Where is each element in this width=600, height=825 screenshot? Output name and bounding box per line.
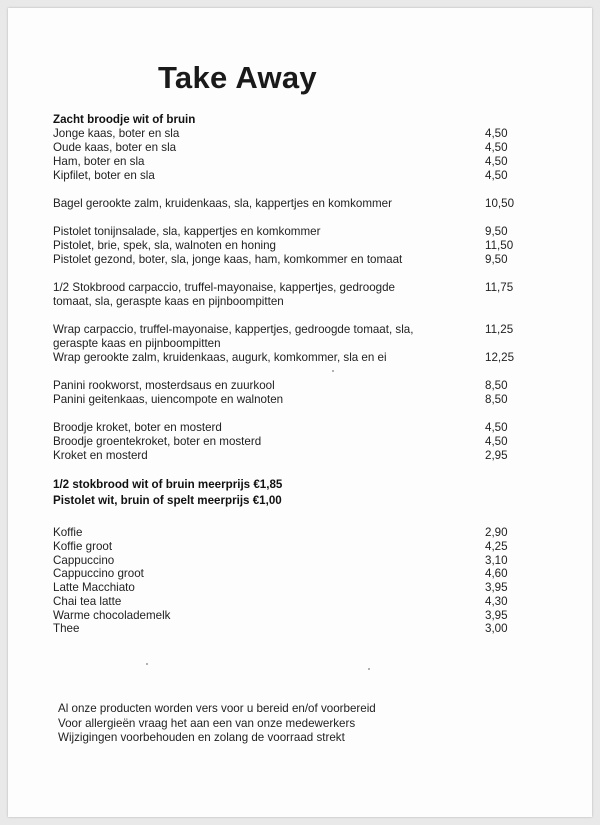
item-name: Koffie <box>53 526 83 539</box>
menu-item <box>53 127 573 141</box>
item-name: 1/2 Stokbrood carpaccio, truffel-mayonaise, kappertjes, gedroogde tomaat, sla, geraspte kaas en pijnboompitten <box>53 281 396 308</box>
item-price: 4,50 <box>485 421 508 434</box>
item-price: 9,50 <box>485 253 508 266</box>
item-name: Ham, boter en sla <box>53 155 145 168</box>
menu-section <box>53 197 573 211</box>
item-price: 8,50 <box>485 379 508 392</box>
supplement-notes <box>53 477 573 508</box>
item-price: 4,50 <box>485 127 508 140</box>
menu-section <box>53 225 573 267</box>
item-price: 4,50 <box>485 155 508 168</box>
item-name: Cappuccino groot <box>53 567 144 581</box>
menu-item <box>53 379 573 393</box>
menu-item <box>53 239 573 253</box>
menu-item <box>53 421 573 435</box>
item-price: 11,75 <box>485 281 514 294</box>
item-name: Thee <box>53 622 80 636</box>
item-name: Panini rookworst, mosterdsaus en zuurkool <box>53 379 275 392</box>
footer-line: Wijzigingen voorbehouden en zolang de voorraad strekt <box>58 731 345 744</box>
menu-body <box>53 113 573 636</box>
drink-item <box>53 554 573 568</box>
paper-speck <box>368 668 370 670</box>
item-price: 3,10 <box>485 553 508 567</box>
menu-item <box>53 393 573 407</box>
section-heading: Zacht broodje wit of bruin <box>53 113 196 126</box>
item-name: Broodje groentekroket, boter en mosterd <box>53 435 262 448</box>
item-name: Broodje kroket, boter en mosterd <box>53 421 222 434</box>
food-sections <box>53 113 573 463</box>
menu-section <box>53 421 573 463</box>
item-name: Wrap carpaccio, truffel-mayonaise, kappertjes, gedroogde tomaat, sla, geraspte kaas en pijnboompitten <box>53 323 414 350</box>
item-name: Chai tea latte <box>53 594 122 608</box>
item-name: Cappuccino <box>53 553 115 567</box>
item-name: Kroket en mosterd <box>53 449 148 462</box>
menu-section <box>53 323 573 365</box>
footer-line: Al onze producten worden vers voor u bereid en/of voorbereid <box>58 702 376 715</box>
menu-item <box>53 225 573 239</box>
item-price: 4,60 <box>485 567 508 581</box>
menu-item <box>53 141 573 155</box>
drink-item <box>53 567 573 581</box>
item-name: Pistolet, brie, spek, sla, walnoten en honing <box>53 239 276 252</box>
item-name: Latte Macchiato <box>53 581 135 594</box>
item-name: Pistolet tonijnsalade, sla, kappertjes en komkommer <box>53 225 321 238</box>
menu-section <box>53 113 573 183</box>
supplement-line: Pistolet wit, bruin of spelt meerprijs €1,00 <box>53 493 282 507</box>
menu-item <box>53 351 573 365</box>
menu-item <box>53 155 573 169</box>
item-name: Koffie groot <box>53 539 113 553</box>
menu-item <box>53 197 573 211</box>
item-price: 4,25 <box>485 539 508 553</box>
item-name: Warme chocolademelk <box>53 608 171 622</box>
drink-item <box>53 581 573 595</box>
item-price: 8,50 <box>485 393 508 406</box>
item-name: Jonge kaas, boter en sla <box>53 127 180 140</box>
paper-speck <box>332 370 334 372</box>
item-name: Wrap gerookte zalm, kruidenkaas, augurk, komkommer, sla en ei <box>53 351 387 364</box>
drink-item <box>53 540 573 554</box>
item-price: 10,50 <box>485 197 515 210</box>
item-price: 4,50 <box>485 141 508 154</box>
menu-item <box>53 449 573 463</box>
item-price: 11,50 <box>485 239 514 252</box>
item-price: 11,25 <box>485 323 514 336</box>
item-price: 9,50 <box>485 225 508 238</box>
item-name: Bagel gerookte zalm, kruidenkaas, sla, kappertjes en komkommer <box>53 197 392 210</box>
footer-notes <box>58 702 538 746</box>
item-price: 3,95 <box>485 581 508 594</box>
menu-item <box>53 281 573 309</box>
item-price: 12,25 <box>485 351 515 364</box>
item-price: 2,90 <box>485 526 508 539</box>
item-price: 4,50 <box>485 169 508 182</box>
drink-item <box>53 622 573 636</box>
menu-title: Take Away <box>158 60 317 95</box>
menu-section <box>53 281 573 309</box>
item-name: Pistolet gezond, boter, sla, jonge kaas, ham, komkommer en tomaat <box>53 253 403 266</box>
item-price: 4,50 <box>485 435 508 448</box>
menu-section <box>53 379 573 407</box>
item-name: Panini geitenkaas, uiencompote en walnoten <box>53 393 284 406</box>
menu-sheet <box>8 8 592 817</box>
footer-line: Voor allergieën vraag het aan een van onze medewerkers <box>58 716 356 730</box>
drink-item <box>53 595 573 609</box>
paper-speck <box>146 663 148 665</box>
drink-item <box>53 609 573 623</box>
supplement-line: 1/2 stokbrood wit of bruin meerprijs €1,85 <box>53 478 283 491</box>
menu-item <box>53 253 573 267</box>
item-price: 2,95 <box>485 449 508 462</box>
drink-item <box>53 526 573 540</box>
item-price: 3,95 <box>485 608 508 622</box>
item-price: 3,00 <box>485 622 508 636</box>
drinks-list <box>53 526 573 636</box>
menu-item <box>53 435 573 449</box>
menu-item <box>53 323 573 351</box>
item-name: Kipfilet, boter en sla <box>53 169 155 182</box>
item-price: 4,30 <box>485 594 508 608</box>
item-name: Oude kaas, boter en sla <box>53 141 177 154</box>
menu-item <box>53 169 573 183</box>
